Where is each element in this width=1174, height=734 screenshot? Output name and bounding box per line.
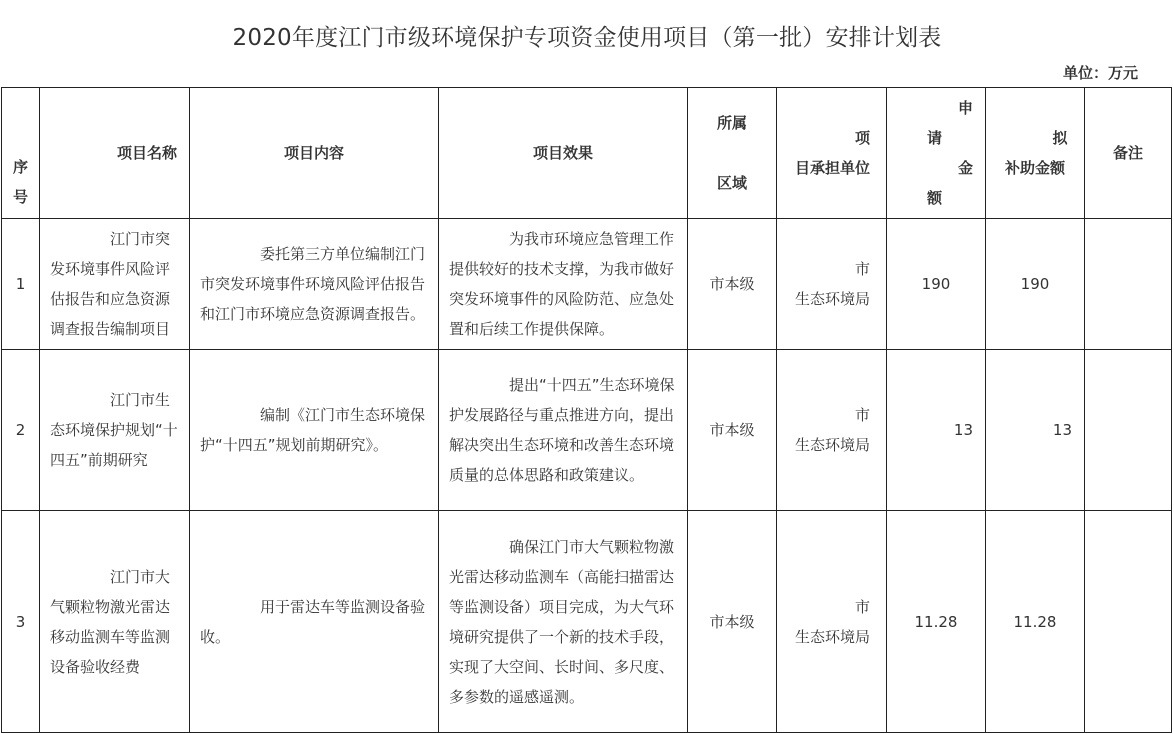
cell-remark <box>1085 350 1172 511</box>
cell-content: 编制《江门市生态环境保护“十四五”规划前期研究》。 <box>190 350 439 511</box>
cell-effect: 确保江门市大气颗粒物激光雷达移动监测车（高能扫描雷达等监测设备）项目完成，为大气环境研究提供了一个新的技术手段，实现了大空间、长时间、多尺度、多参数的遥感遥测。 <box>439 511 688 733</box>
cell-region: 市本级 <box>688 350 777 511</box>
cell-index: 3 <box>2 511 40 733</box>
cell-unit-line: 生态环境局 <box>794 627 870 646</box>
table-row <box>2 350 1172 511</box>
header-region-line: 所属 <box>716 114 747 132</box>
cell-region: 市本级 <box>688 511 777 733</box>
page-title: 2020年度江门市级环境保护专项资金使用项目（第一批）安排计划表 <box>232 25 942 51</box>
header-apply-line: 申 <box>957 99 973 117</box>
header-name: 项目名称 <box>40 88 190 219</box>
header-apply-line: 请 <box>927 129 943 147</box>
header-subsidy <box>986 88 1085 219</box>
cell-effect: 提出“十四五”生态环境保护发展路径与重点推进方向，提出解决突出生态环境和改善生态环境质量的总体思路和政策建议。 <box>439 350 688 511</box>
cell-unit-line: 市 <box>854 260 870 278</box>
header-unit-line: 项 <box>854 129 870 147</box>
header-subsidy-line: 拟 <box>1052 129 1068 147</box>
cell-name: 江门市大气颗粒物激光雷达移动监测车等监测设备验收经费 <box>40 511 190 733</box>
header-region <box>688 88 777 219</box>
cell-name: 江门市生态环境保护规划“十四五”前期研究 <box>40 350 190 511</box>
cell-apply: 13 <box>887 350 986 511</box>
header-effect: 项目效果 <box>439 88 688 219</box>
cell-unit-line: 市 <box>854 597 870 616</box>
cell-remark <box>1085 511 1172 733</box>
cell-content: 用于雷达车等监测设备验收。 <box>190 511 439 733</box>
cell-unit <box>777 511 887 733</box>
cell-index: 1 <box>2 219 40 350</box>
table-row <box>2 219 1172 350</box>
cell-unit <box>777 350 887 511</box>
header-index-line: 号 <box>12 188 28 206</box>
header-unit-line: 目承担单位 <box>794 159 870 177</box>
cell-unit-line: 生态环境局 <box>794 290 870 308</box>
header-apply <box>887 88 986 219</box>
cell-unit <box>777 219 887 350</box>
cell-remark <box>1085 219 1172 350</box>
unit-label: 单位：万元 <box>1062 64 1138 82</box>
cell-unit-line: 生态环境局 <box>794 436 870 454</box>
cell-name: 江门市突发环境事件风险评估报告和应急资源调查报告编制项目 <box>40 219 190 350</box>
header-apply-line: 额 <box>927 189 943 207</box>
cell-unit-line: 市 <box>854 406 870 424</box>
cell-region: 市本级 <box>688 219 777 350</box>
header-region-line: 区域 <box>716 174 747 192</box>
header-index-line: 序 <box>12 158 28 176</box>
cell-apply: 11.28 <box>887 511 986 733</box>
cell-subsidy: 13 <box>986 350 1085 511</box>
cell-effect: 为我市环境应急管理工作提供较好的技术支撑，为我市做好突发环境事件的风险防范、应急处置和后续工作提供保障。 <box>439 219 688 350</box>
header-index <box>2 88 40 219</box>
header-subsidy-line: 补助金额 <box>1004 159 1065 177</box>
table-row <box>2 511 1172 733</box>
cell-index: 2 <box>2 350 40 511</box>
header-apply-line: 金 <box>957 159 973 177</box>
plan-table <box>1 87 1172 733</box>
header-remark: 备注 <box>1085 88 1172 219</box>
cell-apply: 190 <box>887 219 986 350</box>
header-row <box>2 88 1172 219</box>
header-content: 项目内容 <box>190 88 439 219</box>
cell-content: 委托第三方单位编制江门市突发环境事件环境风险评估报告和江门市环境应急资源调查报告。 <box>190 219 439 350</box>
cell-subsidy: 190 <box>986 219 1085 350</box>
header-unit <box>777 88 887 219</box>
cell-subsidy: 11.28 <box>986 511 1085 733</box>
